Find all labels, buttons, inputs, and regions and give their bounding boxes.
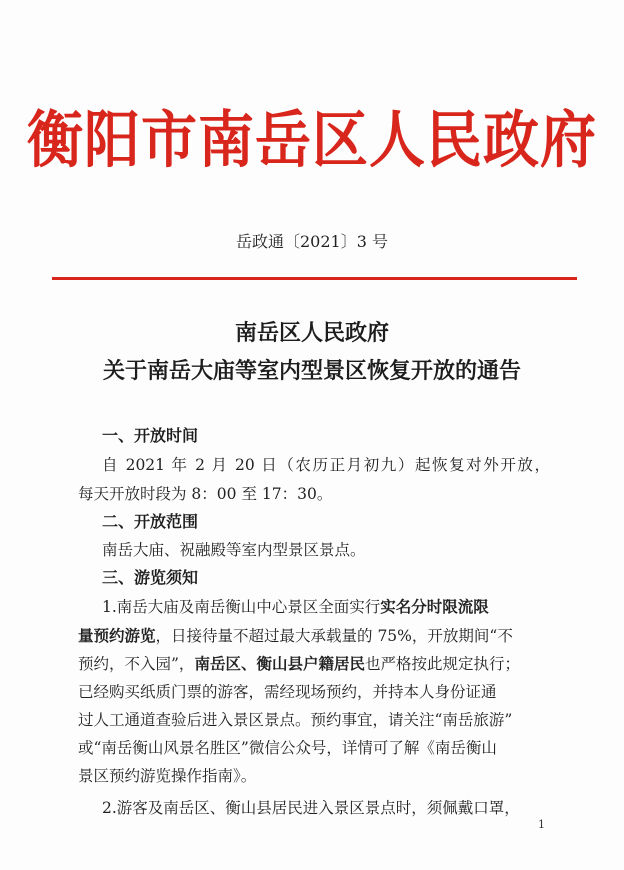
red-divider xyxy=(52,277,577,280)
document-number: 岳政通〔2021〕3 号 xyxy=(236,232,388,251)
paragraph-line: 每天开放时段为 8：00 至 17：30。 xyxy=(78,485,333,503)
masthead-title: 衡阳市南岳区人民政府 xyxy=(27,103,597,177)
notice-title-line2: 关于南岳大庙等室内型景区恢复开放的通告 xyxy=(102,358,521,384)
paragraph-line: 量预约游览，日接待量不超过最大承载量的 75%，开放期间“不 xyxy=(78,627,513,645)
paragraph-line: 自 2021 年 2 月 20 日（农历正月初九）起恢复对外开放， xyxy=(102,456,550,474)
section-heading-visitor-notice: 三、游览须知 xyxy=(102,568,199,587)
page-number: 1 xyxy=(538,818,545,831)
notice-title-line1: 南岳区人民政府 xyxy=(234,320,389,346)
paragraph-line: 或“南岳衡山风景名胜区”微信公众号，详情可了解《南岳衡山 xyxy=(78,739,497,757)
paragraph-line: 预约，不入园”，南岳区、衡山县户籍居民也严格按此规定执行； xyxy=(78,655,520,673)
paragraph-line: 南岳大庙、祝融殿等室内型景区景点。 xyxy=(102,541,366,559)
section-heading-scope: 二、开放范围 xyxy=(102,512,199,531)
paragraph-line: 1.南岳大庙及南岳衡山中心景区全面实行实名分时限流限 xyxy=(102,598,489,616)
paragraph-line: 过人工通道查验后进入景区景点。预约事宜，请关注“南岳旅游” xyxy=(78,711,513,729)
section-heading-opening-time: 一、开放时间 xyxy=(102,426,199,445)
paragraph-line: 已经购买纸质门票的游客，需经现场预约，并持本人身份证通 xyxy=(78,683,497,701)
paragraph-line: 景区预约游览操作指南》。 xyxy=(78,767,257,785)
paragraph-line: 2.游客及南岳区、衡山县居民进入景区景点时，须佩戴口罩， xyxy=(102,799,520,817)
